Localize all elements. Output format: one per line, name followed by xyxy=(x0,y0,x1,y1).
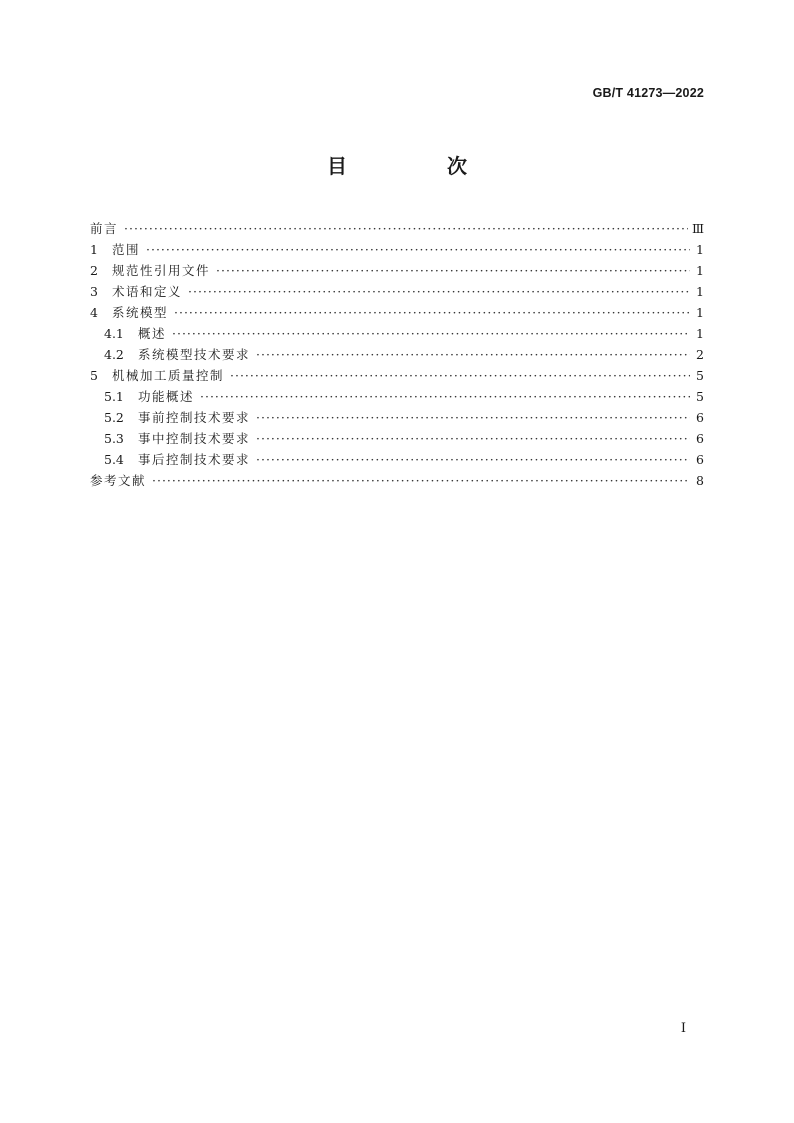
toc-entry[interactable] xyxy=(90,281,704,302)
toc-entry-number: 1 xyxy=(90,242,98,257)
toc-entry[interactable] xyxy=(90,239,704,260)
toc-entry-label: 规范性引用文件 xyxy=(112,263,211,278)
toc-leader xyxy=(230,365,690,386)
toc-leader xyxy=(152,470,690,491)
toc-subentry[interactable] xyxy=(90,386,704,407)
toc-entry-label: 概述 xyxy=(138,326,167,341)
toc-entry-label: 系统模型 xyxy=(112,305,169,320)
toc-entry-number: 5.4 xyxy=(104,452,124,467)
toc-entry-page: 5 xyxy=(696,368,704,383)
toc-entry-number: 5.1 xyxy=(104,389,124,404)
toc-entry-page: Ⅲ xyxy=(691,221,704,236)
toc-entry-page: 1 xyxy=(696,326,704,341)
toc-leader xyxy=(172,323,690,344)
toc-entry-page: 6 xyxy=(696,452,704,467)
footer-page-number: I xyxy=(680,1021,686,1036)
toc-entry-page: 1 xyxy=(696,284,704,299)
toc-leader xyxy=(256,449,690,470)
toc-leader xyxy=(188,281,690,302)
toc-entry[interactable] xyxy=(90,470,704,491)
toc-entry-page: 6 xyxy=(696,431,704,446)
toc-entry-label: 系统模型技术要求 xyxy=(138,347,251,362)
standard-code: GB/T 41273—2022 xyxy=(592,86,704,100)
toc-entry[interactable] xyxy=(90,218,704,239)
toc-entry-label: 前言 xyxy=(90,221,119,236)
toc-entry-label: 范围 xyxy=(112,242,141,257)
toc-leader xyxy=(256,428,690,449)
toc-entry-page: 1 xyxy=(696,263,704,278)
toc-subentry[interactable] xyxy=(90,428,704,449)
table-of-contents xyxy=(90,218,704,491)
toc-entry-label: 参考文献 xyxy=(90,473,147,488)
toc-leader xyxy=(256,407,690,428)
toc-leader xyxy=(216,260,690,281)
toc-entry-label: 功能概述 xyxy=(138,389,195,404)
toc-leader xyxy=(146,239,690,260)
toc-entry-number: 5 xyxy=(90,368,98,383)
toc-entry-label: 机械加工质量控制 xyxy=(112,368,225,383)
toc-entry-number: 5.3 xyxy=(104,431,124,446)
toc-entry-page: 6 xyxy=(696,410,704,425)
toc-entry-number: 3 xyxy=(90,284,98,299)
toc-entry[interactable] xyxy=(90,302,704,323)
toc-entry[interactable] xyxy=(90,365,704,386)
toc-subentry[interactable] xyxy=(90,323,704,344)
toc-entry[interactable] xyxy=(90,260,704,281)
toc-entry-number: 2 xyxy=(90,263,98,278)
toc-entry-number: 4.1 xyxy=(104,326,124,341)
toc-entry-label: 事中控制技术要求 xyxy=(138,431,251,446)
toc-subentry[interactable] xyxy=(90,407,704,428)
toc-leader xyxy=(200,386,690,407)
toc-subentry[interactable] xyxy=(90,344,704,365)
toc-entry-page: 1 xyxy=(696,305,704,320)
toc-entry-number: 5.2 xyxy=(104,410,124,425)
toc-leader xyxy=(124,218,688,239)
toc-entry-label: 事前控制技术要求 xyxy=(138,410,251,425)
toc-entry-label: 术语和定义 xyxy=(112,284,183,299)
toc-leader xyxy=(174,302,690,323)
toc-entry-number: 4 xyxy=(90,305,98,320)
toc-entry-page: 1 xyxy=(696,242,704,257)
toc-entry-page: 8 xyxy=(696,473,704,488)
toc-leader xyxy=(256,344,690,365)
toc-subentry[interactable] xyxy=(90,449,704,470)
toc-entry-page: 5 xyxy=(696,389,704,404)
toc-entry-label: 事后控制技术要求 xyxy=(138,452,251,467)
page-title: 目 次 xyxy=(327,154,507,178)
toc-entry-number: 4.2 xyxy=(104,347,124,362)
toc-entry-page: 2 xyxy=(696,347,704,362)
